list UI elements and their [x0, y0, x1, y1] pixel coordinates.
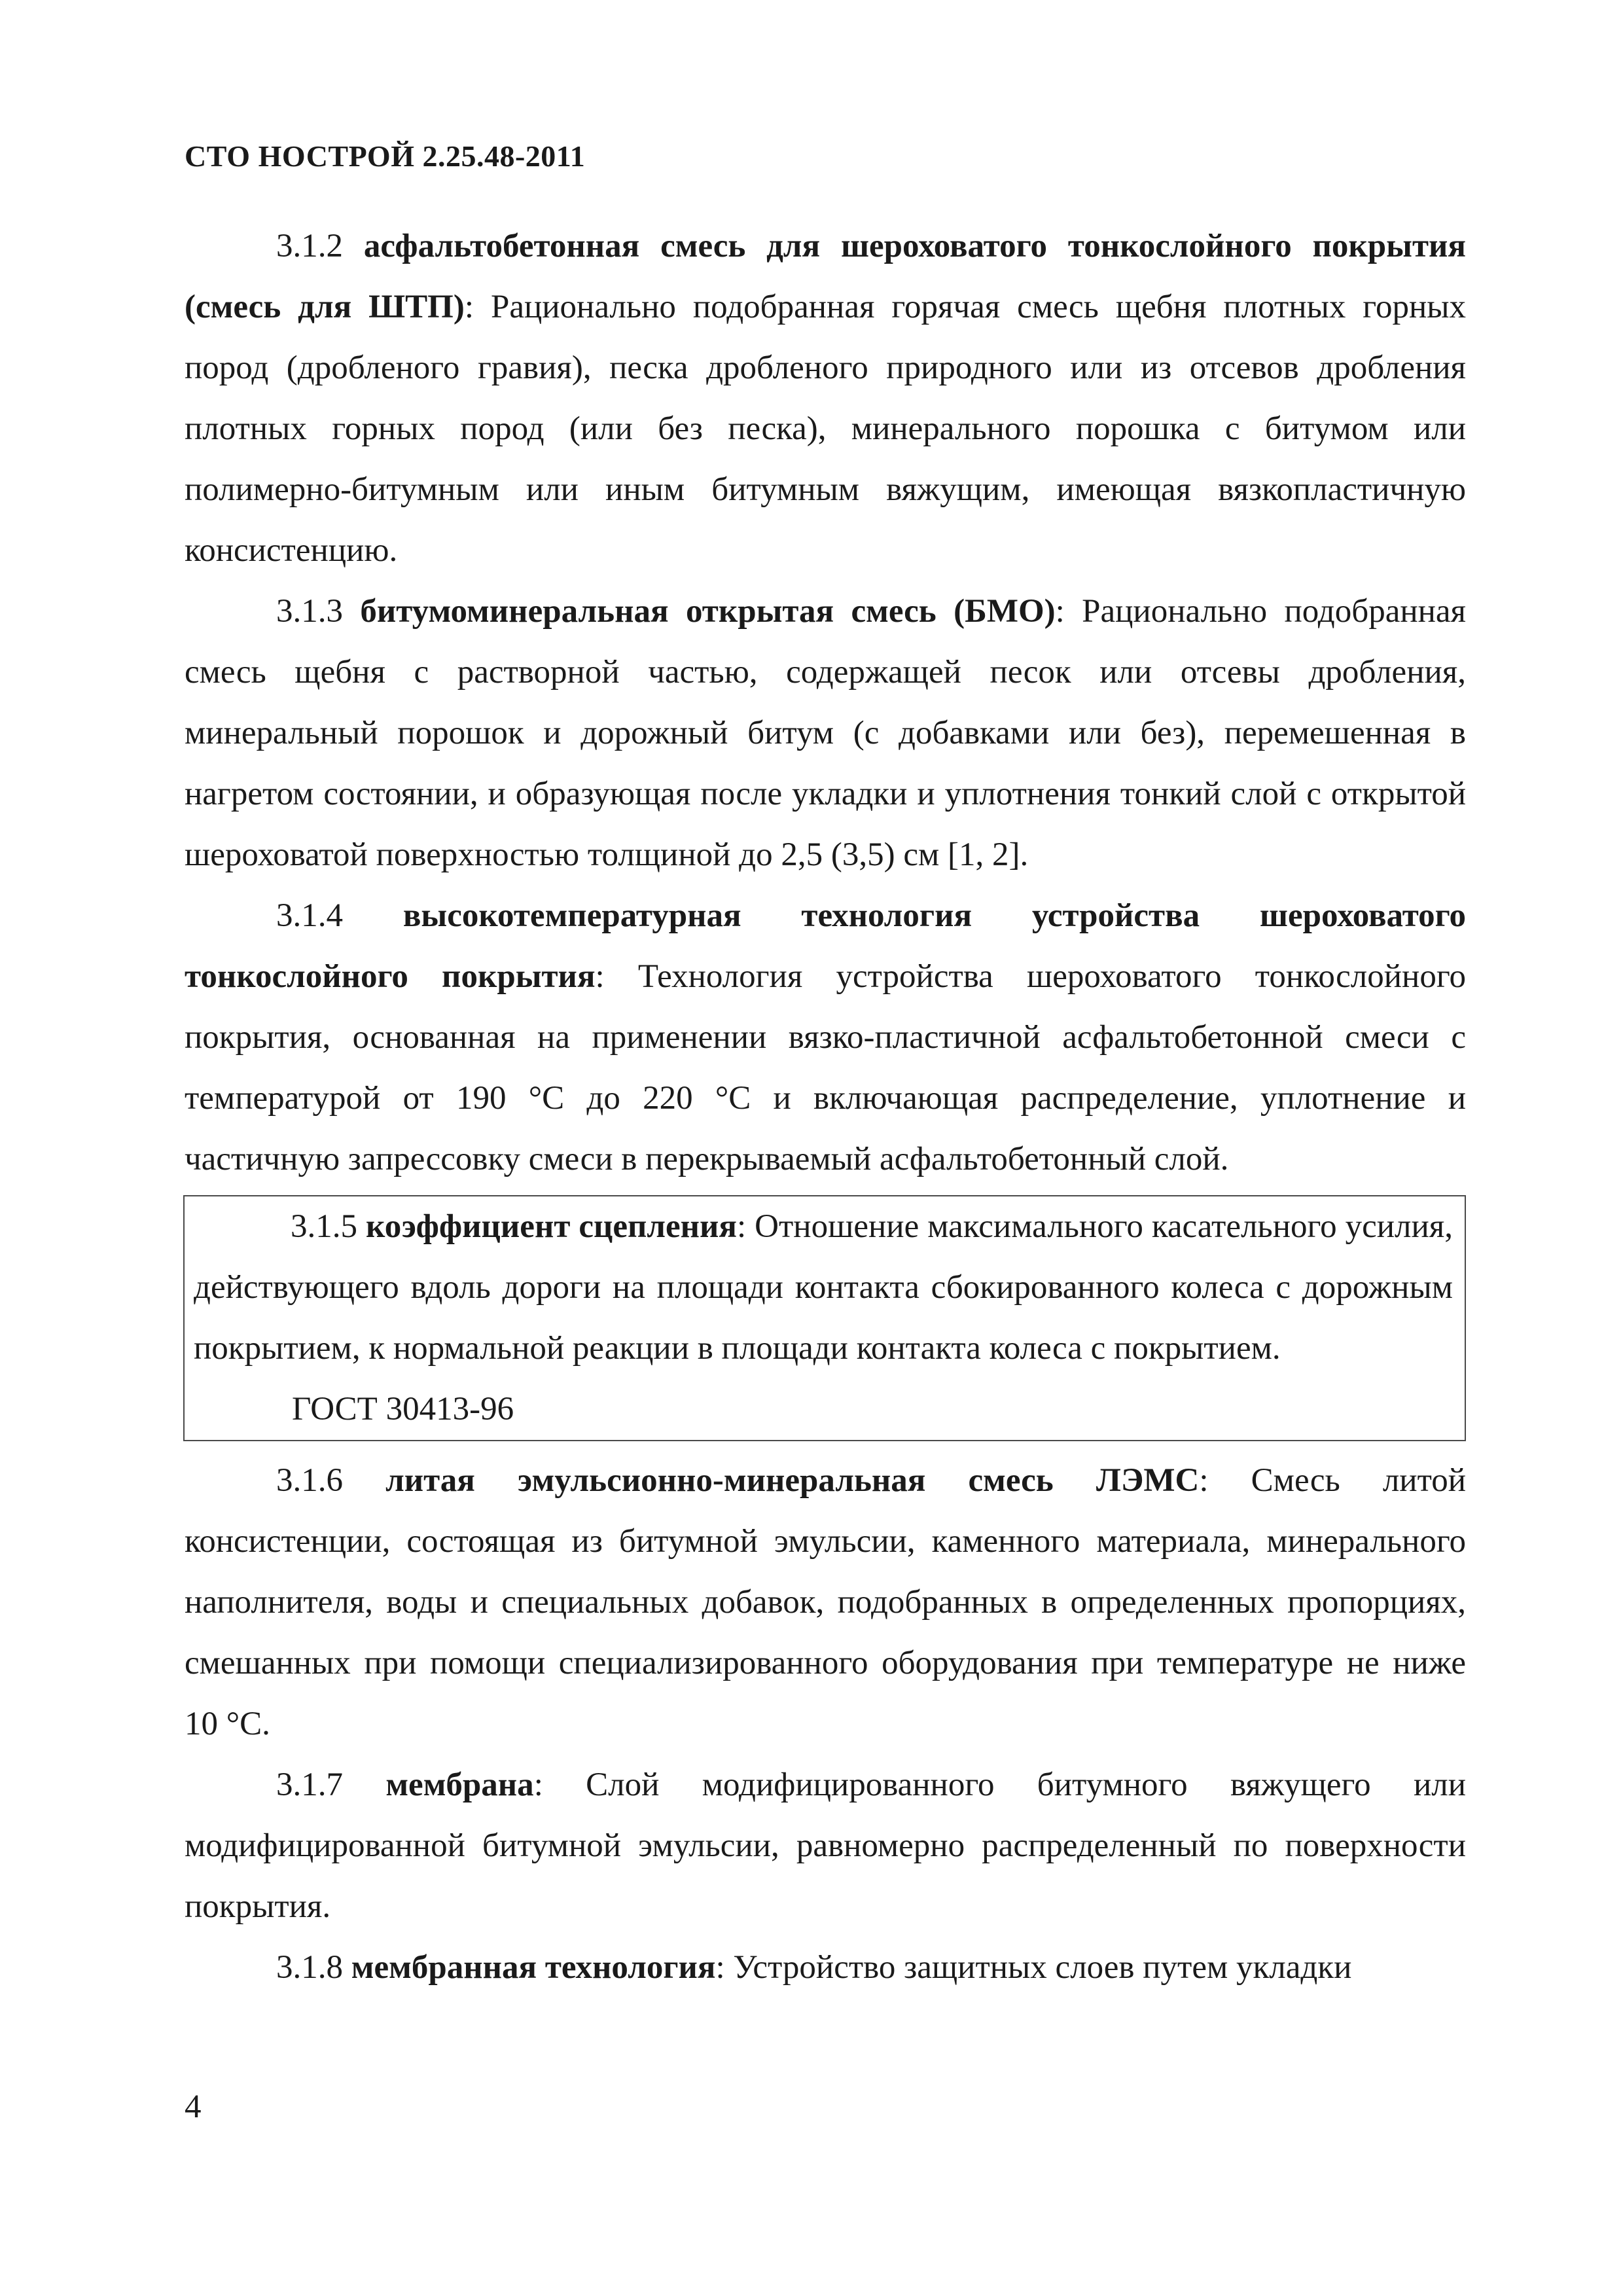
definition-text: : Технология устройства шероховатого тонкослойного покрытия, основанная на применении вязко-пластичной асфальтобетонной смеси с температурой от 190 °С до 220 °С и включающая распределение, уплотнение и частичную запрессовку смеси в перекрываемый асфальтобетонный слой.: [185, 958, 1466, 1177]
definition-number: 3.1.8: [276, 1949, 343, 1986]
standard-reference: ГОСТ 30413-96: [292, 1391, 514, 1427]
definition-number: 3.1.3: [276, 593, 343, 630]
definition-number: 3.1.2: [276, 228, 343, 264]
definition-text: : Смесь литой консистенции, состоящая из битумной эмульсии, каменного материала, минерального наполнителя, воды и специальных добавок, подобранных в определенных пропорциях, смешанных при помощи специализированного оборудования при температуре не ниже 10 °С.: [185, 1462, 1466, 1742]
definition-term: асфальтобетонная смесь для шероховатого тонкослойного покрытия (смесь для ШТП): [185, 228, 1466, 325]
document-body: [185, 216, 1466, 1998]
definition-text: : Устройство защитных слоев путем укладки: [715, 1949, 1352, 1986]
definition-number: 3.1.5: [291, 1208, 357, 1245]
definition-text: : Рационально подобранная смесь щебня с растворной частью, содержащей песок или отсевы дробления, минеральный порошок и дорожный битум (с добавками или без), перемешенная в нагретом состоянии, и образующая после укладки и уплотнения тонкий слой с открытой шероховатой поверхностью толщиной до 2,5 (3,5) см [1, 2].: [185, 593, 1467, 873]
definition-text: : Слой модифицированного битумного вяжущего или модифицированной битумной эмульсии, равномерно распределенный по поверхности покрытия.: [185, 1767, 1466, 1925]
definition-term: коэффициент сцепления: [366, 1208, 738, 1245]
definition-text: : Отношение максимального касательного усилия, действующего вдоль дороги на площади контакта сбокированного колеса с дорожным покрытием, к нормальной реакции в площади контакта колеса с покрытием.: [194, 1208, 1454, 1367]
definition-text: : Рационально подобранная горячая смесь щебня плотных горных пород (дробленого гравия), песка дробленого природного или из отсевов дробления плотных горных пород (или без песка), минерального порошка с битумом или полимерно-битумным или иным битумным вяжущим, имеющая вязкопластичную консистенцию.: [185, 289, 1466, 569]
definition-3-1-4: [185, 886, 1466, 1190]
definition-3-1-6: [185, 1450, 1466, 1755]
definition-term: мембрана: [385, 1767, 534, 1803]
page-number: 4: [185, 2089, 202, 2125]
definition-term: литая эмульсионно-минеральная смесь ЛЭМС: [385, 1462, 1200, 1499]
definition-3-1-2: [185, 216, 1466, 581]
definition-3-1-3: [185, 581, 1466, 886]
definition-3-1-5: [194, 1196, 1453, 1379]
definition-term: мембранная технология: [351, 1949, 716, 1986]
definition-term: битумоминеральная открытая смесь (БМО): [360, 593, 1056, 630]
definition-3-1-7: [185, 1755, 1466, 1937]
document-header: СТО НОСТРОЙ 2.25.48-2011: [185, 139, 586, 173]
boxed-definition: [183, 1195, 1466, 1441]
definition-number: 3.1.6: [276, 1462, 343, 1499]
definition-number: 3.1.4: [276, 897, 343, 934]
definition-number: 3.1.7: [276, 1767, 343, 1803]
definition-3-1-8: [185, 1937, 1466, 1998]
definition-term: высокотемпературная технология устройства шероховатого тонкослойного покрытия: [185, 897, 1467, 995]
